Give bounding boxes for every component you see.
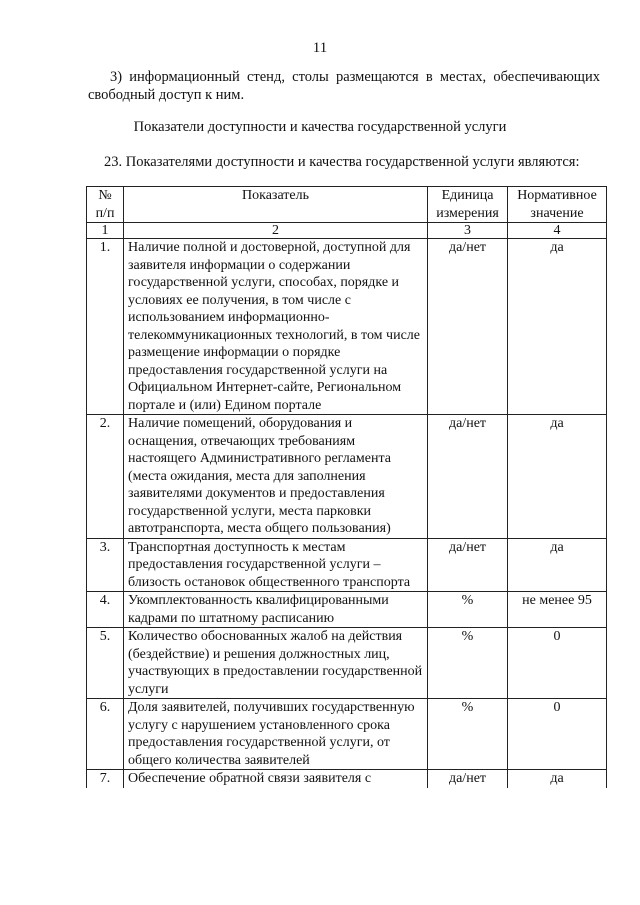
- row-indicator: Наличие полной и достоверной, доступной для заявителя информации о содержании государственной услуги, способах, порядке и условиях ее получения, в том числе с использованием информационно-телекоммуникационных технологий, в том числе размещение информации о порядке предоставления государственной услуги на Официальном Интернет-сайте, Региональном портале и (или) Едином портале: [124, 239, 428, 415]
- row-unit: да/нет: [428, 415, 508, 539]
- row-indicator: Укомплектованность квалифицированными кадрами по штатному расписанию: [124, 592, 428, 628]
- row-indicator: Доля заявителей, получивших государственную услугу с нарушением установленного срока предоставления государственной услуги, от общего количества заявителей: [124, 699, 428, 770]
- table-row: [87, 770, 607, 788]
- table-row: [87, 592, 607, 628]
- row-unit: %: [428, 699, 508, 770]
- row-norm: 0: [508, 699, 607, 770]
- row-num: 5.: [87, 628, 124, 699]
- page-number: 11: [312, 40, 328, 56]
- row-norm: да: [508, 239, 607, 415]
- table-row: [87, 538, 607, 592]
- column-number: 2: [124, 223, 428, 239]
- row-num: 3.: [87, 538, 124, 592]
- row-unit: да/нет: [428, 538, 508, 592]
- section-heading: Показатели доступности и качества государственной услуги: [133, 119, 507, 135]
- paragraph-3: 3) информационный стенд, столы размещаются в местах, обеспечивающих свободный доступ к ним.: [88, 69, 600, 103]
- row-unit: %: [428, 628, 508, 699]
- column-number: 4: [508, 223, 607, 239]
- header-num: № п/п: [87, 187, 124, 223]
- paragraph-23: 23. Показателями доступности и качества государственной услуги являются:: [104, 154, 580, 170]
- row-unit: %: [428, 592, 508, 628]
- row-num: 7.: [87, 770, 124, 788]
- header-indicator: Показатель: [124, 187, 428, 223]
- header-norm: Нормативное значение: [508, 187, 607, 223]
- header-unit: Единица измерения: [428, 187, 508, 223]
- row-num: 6.: [87, 699, 124, 770]
- table-header-row: [87, 187, 607, 223]
- column-number-row: [87, 223, 607, 239]
- row-num: 2.: [87, 415, 124, 539]
- row-indicator: Обеспечение обратной связи заявителя с: [124, 770, 428, 788]
- table-row: [87, 415, 607, 539]
- row-norm: да: [508, 770, 607, 788]
- row-indicator: Количество обоснованных жалоб на действия (бездействие) и решения должностных лиц, участвующих в предоставлении государственной услуги: [124, 628, 428, 699]
- table-row: [87, 699, 607, 770]
- row-indicator: Наличие помещений, оборудования и оснащения, отвечающих требованиям настоящего Административного регламента (места ожидания, места для заполнения заявителями документов и предоставления государственной услуги, места парковки автотранспорта, места общего пользования): [124, 415, 428, 539]
- column-number: 1: [87, 223, 124, 239]
- table-row: [87, 628, 607, 699]
- indicators-table: [86, 186, 607, 788]
- row-indicator: Транспортная доступность к местам предоставления государственной услуги – близость остановок общественного транспорта: [124, 538, 428, 592]
- row-norm: да: [508, 538, 607, 592]
- row-norm: не менее 95: [508, 592, 607, 628]
- column-number: 3: [428, 223, 508, 239]
- row-norm: да: [508, 415, 607, 539]
- row-unit: да/нет: [428, 770, 508, 788]
- row-num: 1.: [87, 239, 124, 415]
- row-norm: 0: [508, 628, 607, 699]
- row-num: 4.: [87, 592, 124, 628]
- table-row: [87, 239, 607, 415]
- row-unit: да/нет: [428, 239, 508, 415]
